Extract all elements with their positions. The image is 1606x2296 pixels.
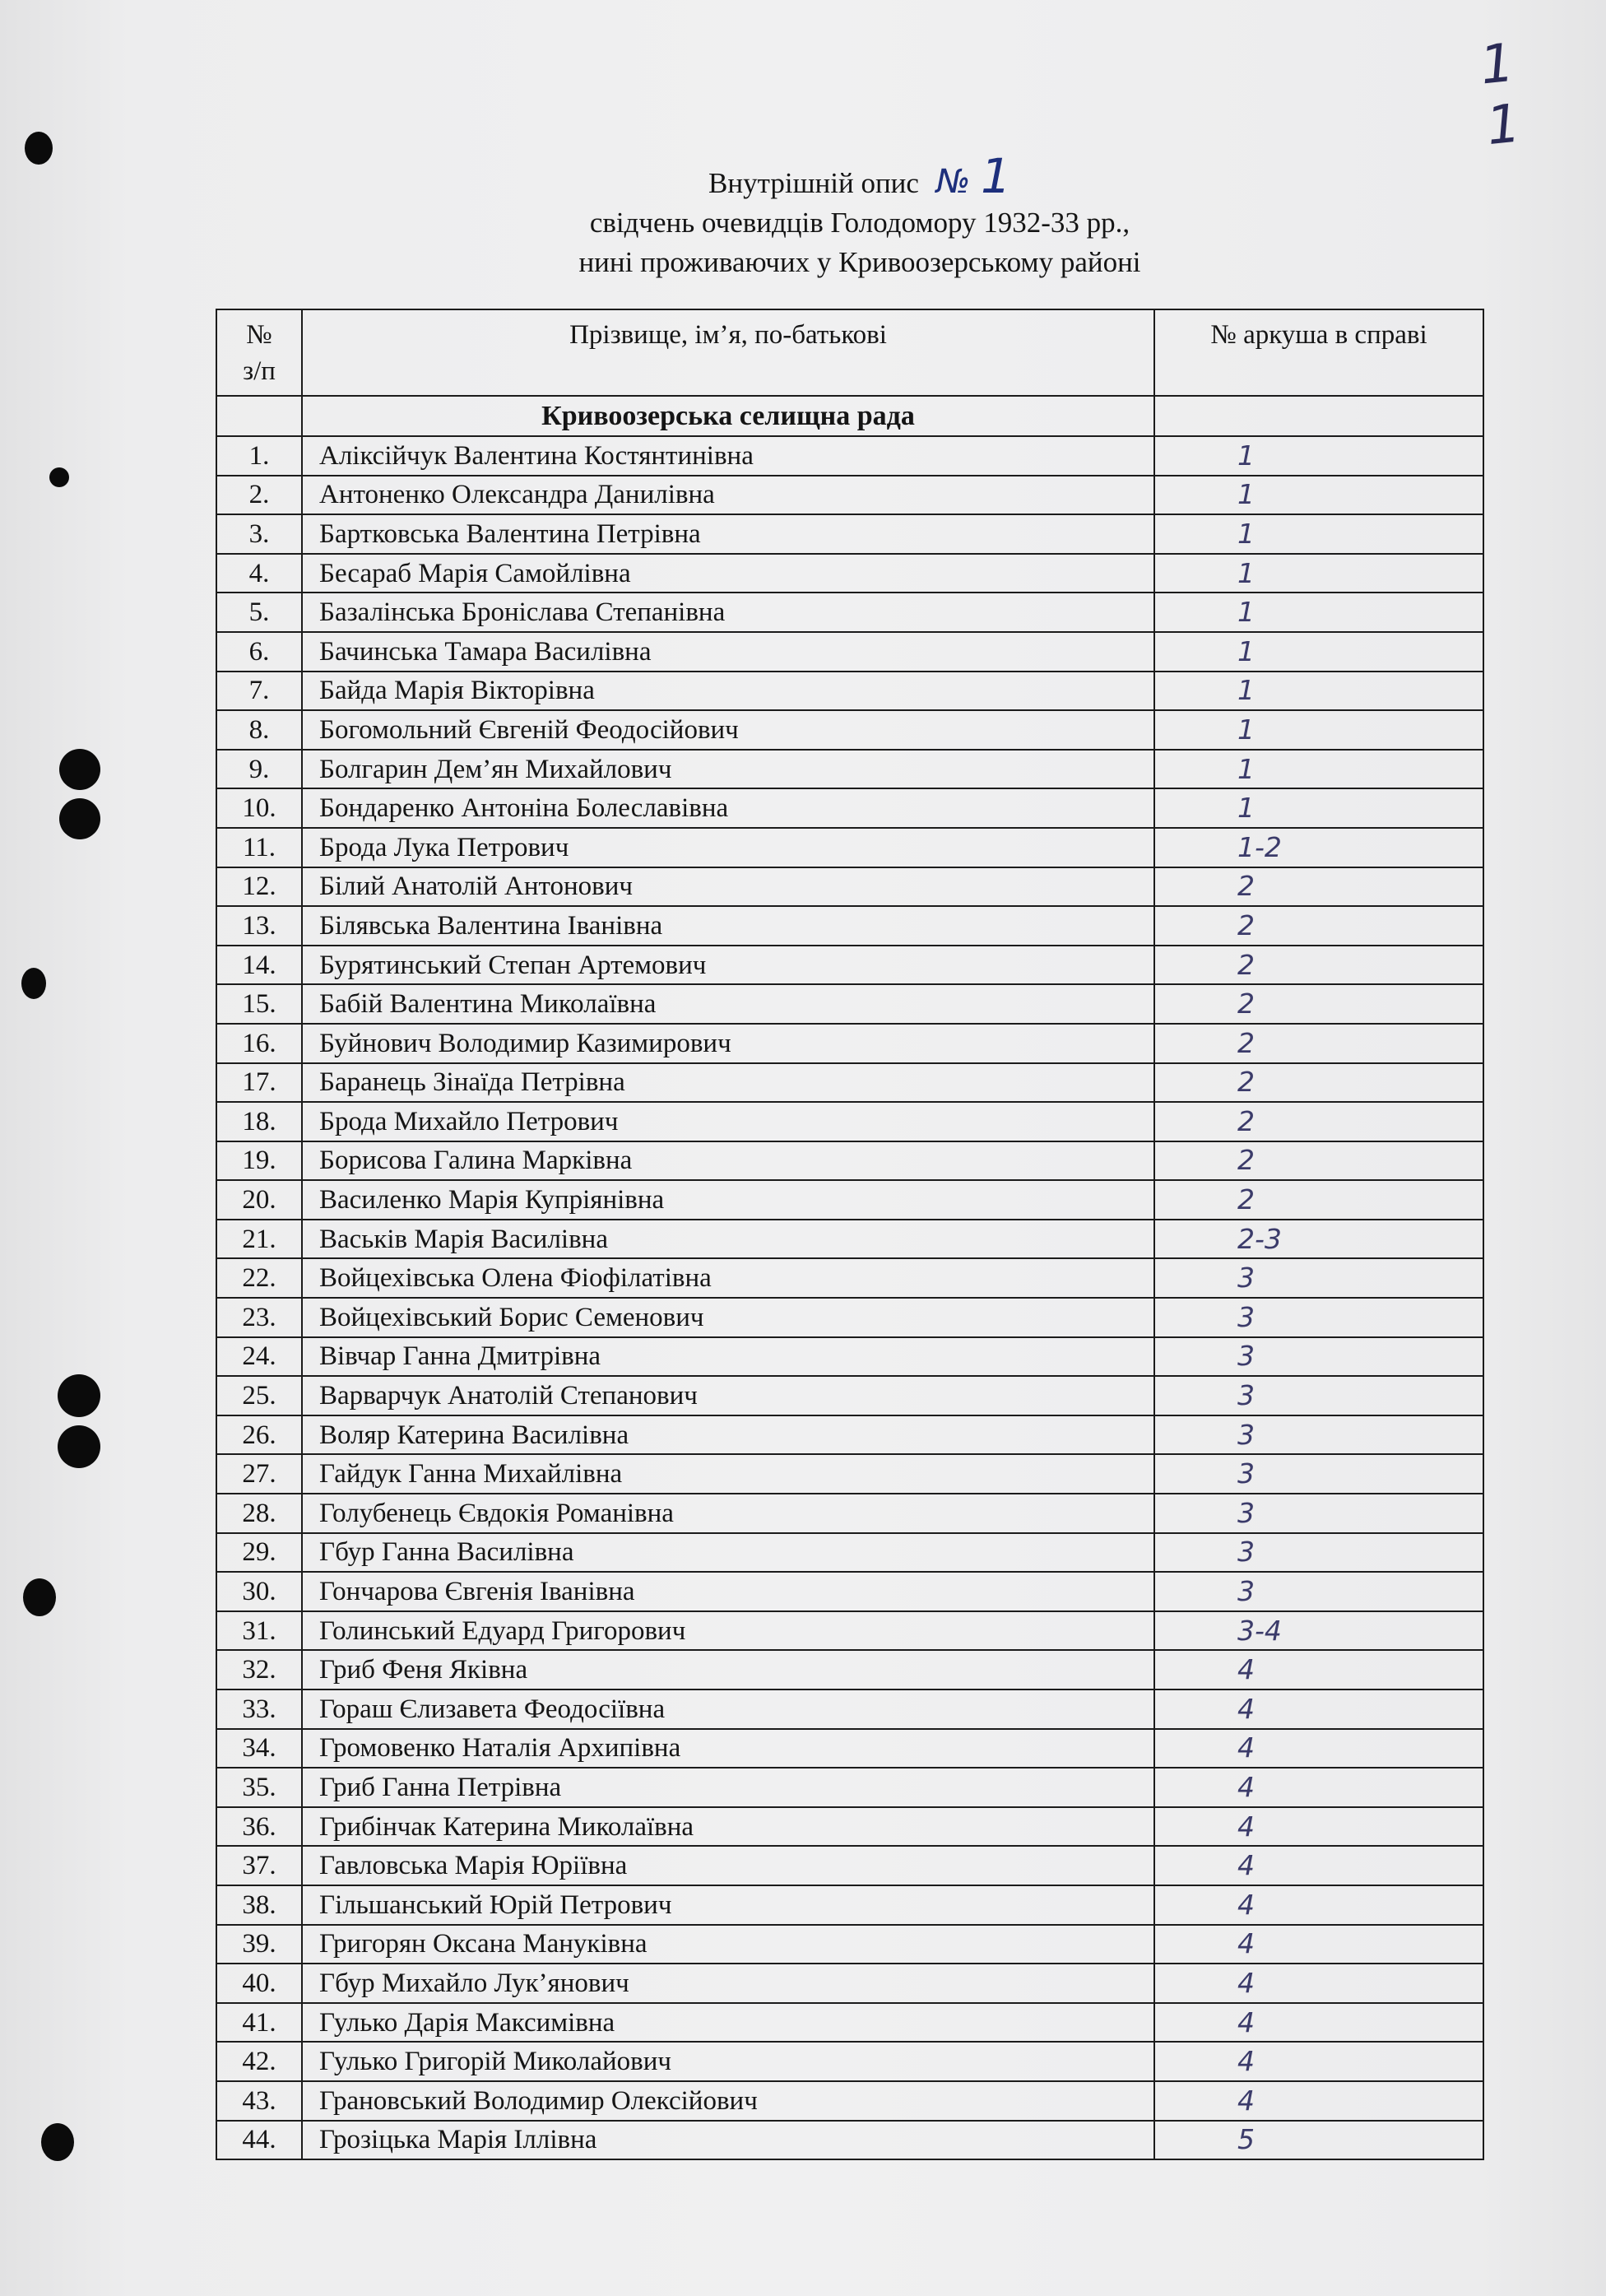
punch-hole [59,798,100,839]
row-number: 1. [216,436,302,476]
table-row [216,1533,1483,1573]
row-number: 42. [216,2042,302,2081]
row-number: 28. [216,1494,302,1533]
row-name: Гбур Ганна Василівна [302,1533,1154,1573]
table-row [216,593,1483,632]
row-name: Антоненко Олександра Данилівна [302,476,1154,515]
table-row [216,554,1483,593]
row-sheet-number: 3 [1154,1258,1483,1298]
row-name: Грозіцька Марія Іллівна [302,2121,1154,2160]
row-number: 33. [216,1689,302,1729]
table-row [216,1220,1483,1259]
row-number: 40. [216,1964,302,2003]
row-number: 4. [216,554,302,593]
table-row [216,436,1483,476]
row-name: Гбур Михайло Лук’янович [302,1964,1154,2003]
table-row [216,2003,1483,2043]
table-row [216,1689,1483,1729]
row-sheet-number: 1 [1154,672,1483,711]
row-sheet-number: 2 [1154,1063,1483,1103]
row-number: 38. [216,1885,302,1925]
row-name: Войцехівська Олена Фіофілатівна [302,1258,1154,1298]
punch-hole [49,467,69,487]
table-row [216,828,1483,867]
table-row [216,2042,1483,2081]
row-name: Брода Михайло Петрович [302,1102,1154,1141]
row-name: Бартковська Валентина Петрівна [302,514,1154,554]
row-number: 11. [216,828,302,867]
row-number: 36. [216,1807,302,1847]
row-sheet-number: 2 [1154,1180,1483,1220]
row-name: Баранець Зінаїда Петрівна [302,1063,1154,1103]
row-number: 27. [216,1454,302,1494]
row-sheet-number: 1 [1154,554,1483,593]
row-name: Базалінська Броніслава Степанівна [302,593,1154,632]
row-name: Брода Лука Петрович [302,828,1154,867]
table-row [216,1885,1483,1925]
row-name: Болгарин Дем’ян Михайлович [302,750,1154,789]
col-no-label: № з/п [243,320,276,386]
row-name: Гулько Григорій Миколайович [302,2042,1154,2081]
row-sheet-number: 4 [1154,1729,1483,1768]
row-number: 18. [216,1102,302,1141]
row-sheet-number: 4 [1154,1964,1483,2003]
row-number: 21. [216,1220,302,1259]
row-name: Борисова Галина Марківна [302,1141,1154,1181]
header-line-2: свідчень очевидців Голодомору 1932-33 рр., [589,207,1130,239]
row-sheet-number: 4 [1154,1689,1483,1729]
row-sheet-number: 4 [1154,2003,1483,2043]
row-sheet-number: 2-3 [1154,1220,1483,1259]
row-number: 10. [216,788,302,828]
row-name: Воляр Катерина Василівна [302,1415,1154,1455]
row-number: 19. [216,1141,302,1181]
row-name: Васьків Марія Василівна [302,1220,1154,1259]
row-number: 6. [216,632,302,672]
row-sheet-number: 2 [1154,984,1483,1024]
handwritten-opys-number [935,148,1011,204]
row-name: Гриб Феня Яківна [302,1650,1154,1689]
row-number: 7. [216,672,302,711]
row-sheet-number: 1 [1154,710,1483,750]
col-header-sheet: № аркуша в справі [1154,309,1483,396]
row-sheet-number: 4 [1154,2081,1483,2121]
row-name: Аліксійчук Валентина Костянтинівна [302,436,1154,476]
row-number: 8. [216,710,302,750]
table-row [216,1572,1483,1611]
row-sheet-number: 4 [1154,1650,1483,1689]
row-number: 44. [216,2121,302,2160]
table-row [216,946,1483,985]
table-row [216,1846,1483,1885]
table-row [216,1650,1483,1689]
table-row [216,867,1483,907]
row-sheet-number: 1 [1154,750,1483,789]
row-sheet-number: 1 [1154,514,1483,554]
row-name: Варварчук Анатолій Степанович [302,1376,1154,1415]
row-number: 24. [216,1337,302,1377]
row-name: Войцехівський Борис Семенович [302,1298,1154,1337]
row-number: 20. [216,1180,302,1220]
row-number: 43. [216,2081,302,2121]
document-header [0,148,1606,282]
row-sheet-number: 3 [1154,1376,1483,1415]
table-row [216,1768,1483,1807]
table-row [216,1102,1483,1141]
table-row [216,750,1483,789]
row-sheet-number: 3-4 [1154,1611,1483,1651]
row-number: 23. [216,1298,302,1337]
row-number: 2. [216,476,302,515]
opys-number-value: 1 [981,148,1011,204]
row-number: 3. [216,514,302,554]
row-name: Байда Марія Вікторівна [302,672,1154,711]
table-row [216,906,1483,946]
row-name: Гриб Ганна Петрівна [302,1768,1154,1807]
row-number: 15. [216,984,302,1024]
table-row [216,1024,1483,1063]
table-row [216,1494,1483,1533]
row-sheet-number: 3 [1154,1494,1483,1533]
row-number: 17. [216,1063,302,1103]
row-number: 29. [216,1533,302,1573]
row-sheet-number: 3 [1154,1454,1483,1494]
row-name: Голубенець Євдокія Романівна [302,1494,1154,1533]
table-row [216,788,1483,828]
row-sheet-number: 4 [1154,1925,1483,1964]
number-sign: № [935,163,971,201]
row-number: 26. [216,1415,302,1455]
punch-hole [58,1374,100,1417]
row-sheet-number: 4 [1154,1768,1483,1807]
row-number: 16. [216,1024,302,1063]
row-sheet-number: 1 [1154,476,1483,515]
table-row [216,1258,1483,1298]
row-number: 31. [216,1611,302,1651]
row-sheet-number: 3 [1154,1572,1483,1611]
row-sheet-number: 4 [1154,1885,1483,1925]
row-sheet-number: 1 [1154,436,1483,476]
table-row [216,632,1483,672]
section-empty-cell [1154,396,1483,436]
section-empty-cell [216,396,302,436]
table-row [216,1141,1483,1181]
col-header-number [216,309,302,396]
row-sheet-number: 5 [1154,2121,1483,2160]
row-sheet-number: 2 [1154,1024,1483,1063]
table-row [216,1729,1483,1768]
row-sheet-number: 4 [1154,1846,1483,1885]
row-name: Григорян Оксана Мануківна [302,1925,1154,1964]
table-row [216,672,1483,711]
table-row [216,1337,1483,1377]
table-row [216,1376,1483,1415]
row-number: 13. [216,906,302,946]
row-name: Гораш Єлизавета Феодосіївна [302,1689,1154,1729]
row-name: Білявська Валентина Іванівна [302,906,1154,946]
punch-hole [41,2123,74,2161]
row-name: Грибінчак Катерина Миколаївна [302,1807,1154,1847]
row-sheet-number: 1 [1154,788,1483,828]
row-number: 30. [216,1572,302,1611]
row-name: Бабій Валентина Миколаївна [302,984,1154,1024]
row-name: Гайдук Ганна Михайлівна [302,1454,1154,1494]
row-name: Голинський Едуард Григорович [302,1611,1154,1651]
table-row [216,1807,1483,1847]
row-sheet-number: 3 [1154,1337,1483,1377]
row-name: Бурятинський Степан Артемович [302,946,1154,985]
row-sheet-number: 4 [1154,2042,1483,2081]
table-header-row [216,309,1483,396]
table-row [216,2081,1483,2121]
row-name: Гончарова Євгенія Іванівна [302,1572,1154,1611]
table-row [216,514,1483,554]
row-number: 9. [216,750,302,789]
handwritten-folio-number: 1 1 [1477,30,1539,158]
row-sheet-number: 3 [1154,1533,1483,1573]
row-sheet-number: 2 [1154,946,1483,985]
section-row [216,396,1483,436]
punch-hole [58,1425,100,1468]
section-title: Кривоозерська селищна рада [302,396,1154,436]
row-name: Гулько Дарія Максимівна [302,2003,1154,2043]
table-row [216,1180,1483,1220]
row-name: Грановський Володимир Олексійович [302,2081,1154,2121]
row-name: Богомольний Євгеній Феодосійович [302,710,1154,750]
table-row [216,1415,1483,1455]
row-number: 39. [216,1925,302,1964]
header-title [0,148,1606,204]
row-number: 35. [216,1768,302,1807]
row-sheet-number: 3 [1154,1415,1483,1455]
punch-hole [59,749,100,790]
row-name: Бачинська Тамара Василівна [302,632,1154,672]
row-sheet-number: 2 [1154,1141,1483,1181]
row-number: 32. [216,1650,302,1689]
row-name: Буйнович Володимир Казимирович [302,1024,1154,1063]
row-sheet-number: 2 [1154,867,1483,907]
row-sheet-number: 2 [1154,1102,1483,1141]
table-row [216,476,1483,515]
row-sheet-number: 4 [1154,1807,1483,1847]
row-number: 14. [216,946,302,985]
table-row [216,984,1483,1024]
row-sheet-number: 1 [1154,593,1483,632]
punch-hole [21,968,46,999]
row-sheet-number: 2 [1154,906,1483,946]
table-row [216,1063,1483,1103]
header-line-3: нині проживаючих у Кривоозерському районі [578,246,1141,278]
row-name: Громовенко Наталія Архипівна [302,1729,1154,1768]
row-sheet-number: 1 [1154,632,1483,672]
row-name: Бесараб Марія Самойлівна [302,554,1154,593]
table-row [216,1925,1483,1964]
punch-hole [23,1578,56,1616]
table-row [216,1964,1483,2003]
row-name: Гавловська Марія Юріївна [302,1846,1154,1885]
table-row [216,1611,1483,1651]
row-number: 22. [216,1258,302,1298]
table-row [216,2121,1483,2160]
row-name: Василенко Марія Купріянівна [302,1180,1154,1220]
col-header-name: Прізвище, ім’я, по-батькові [302,309,1154,396]
row-number: 12. [216,867,302,907]
row-sheet-number: 3 [1154,1298,1483,1337]
row-number: 5. [216,593,302,632]
row-number: 41. [216,2003,302,2043]
row-name: Білий Анатолій Антонович [302,867,1154,907]
table-row [216,1454,1483,1494]
table-row [216,710,1483,750]
row-number: 34. [216,1729,302,1768]
table-row [216,1298,1483,1337]
row-number: 37. [216,1846,302,1885]
row-number: 25. [216,1376,302,1415]
header-line-1: Внутрішній опис [708,167,919,199]
row-name: Вівчар Ганна Дмитрівна [302,1337,1154,1377]
row-sheet-number: 1-2 [1154,828,1483,867]
row-name: Гільшанський Юрій Петрович [302,1885,1154,1925]
inventory-table [216,309,1484,2160]
row-name: Бондаренко Антоніна Болеславівна [302,788,1154,828]
